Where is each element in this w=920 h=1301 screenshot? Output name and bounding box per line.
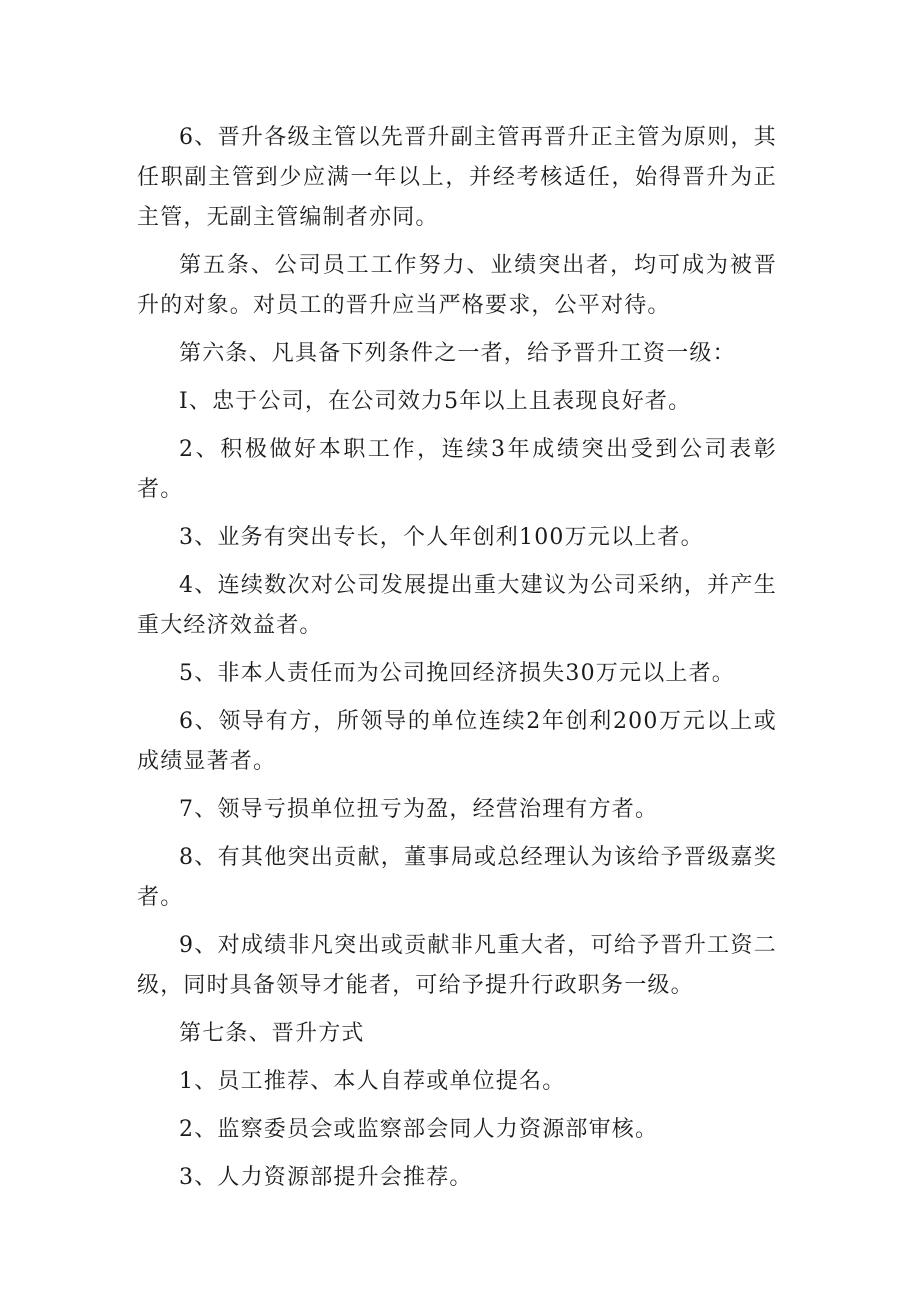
paragraph-2: 第五条、公司员工工作努力、业绩突出者，均可成为被晋升的对象。对员工的晋升应当严格要求，公平对待。 (137, 253, 777, 318)
paragraph-11: 8、有其他突出贡献，董事局或总经理认为该给予晋级嘉奖者。 (137, 845, 777, 910)
paragraph-4: I、忠于公司，在公司效力5年以上且表现良好者。 (179, 389, 692, 414)
paragraph-5: 2、积极做好本职工作，连续3年成绩突出受到公司表彰者。 (137, 437, 777, 502)
paragraph-6: 3、业务有突出专长，个人年创利100万元以上者。 (179, 525, 704, 550)
paragraph-3: 第六条、凡具备下列条件之一者，给予晋升工资一级： (179, 341, 736, 366)
paragraph-15: 2、监察委员会或监察部会同人力资源部审核。 (179, 1117, 659, 1142)
paragraph-1: 6、晋升各级主管以先晋升副主管再晋升正主管为原则，其任职副主管到少应满一年以上，并经考核适任，始得晋升为正主管，无副主管编制者亦同。 (137, 125, 777, 230)
paragraph-9: 6、领导有方，所领导的单位连续2年创利200万元以上或成绩显著者。 (137, 709, 777, 774)
paragraph-13: 第七条、晋升方式 (179, 1021, 365, 1046)
paragraph-7: 4、连续数次对公司发展提出重大建议为公司采纳，并产生重大经济效益者。 (137, 573, 777, 638)
paragraph-10: 7、领导亏损单位扭亏为盈，经营治理有方者。 (179, 797, 659, 822)
document-body (137, 118, 777, 1198)
paragraph-14: 1、员工推荐、本人自荐或单位提名。 (179, 1069, 566, 1094)
paragraph-8: 5、非本人责任而为公司挽回经济损失30万元以上者。 (179, 661, 735, 686)
paragraph-12: 9、对成绩非凡突出或贡献非凡重大者，可给予晋升工资二级，同时具备领导才能者，可给予提升行政职务一级。 (137, 933, 777, 998)
paragraph-16: 3、人力资源部提升会推荐。 (179, 1165, 473, 1190)
